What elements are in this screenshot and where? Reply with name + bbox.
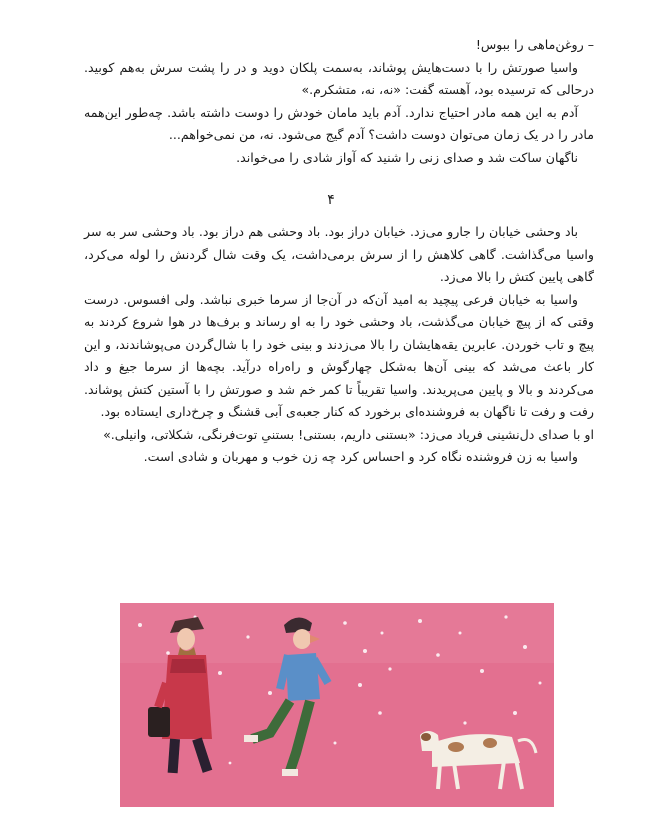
paragraph: باد وحشی خیابان را جارو می‌زد. خیابان دراز بود. باد وحشی هم دراز بود. باد وحشی سر به سر واسیا می‌گذاشت. گاهی کلاهش را از سرش برمی‌داشت، یک وقت شال گردنش را لوله می‌کرد، گاهی پایین کتش را بالا می‌زد. — [84, 224, 594, 284]
paragraph: واسیا به خیابان فرعی پیچید به امید آن‌که در آن‌جا از سرما خبری نباشد. ولی افسوس. درست وقتی که از پیچ خیابان می‌گذشت، باد وحشی خود را به او رساند و برف‌ها در هوا شروع کردند به پیچ و تاب خوردن. عابرین یقه‌هایشان را بالا می‌زدند و بینی خود را با شال‌گردن می‌پوشاندند، و این کار باعث می‌شد که بینی آن‌ها به‌شکل چهارگوش و راه‌راه درآید. بچه‌ها از سرما جیغ و داد می‌کردند و بالا و پایین می‌پریدند. واسیا تقریباً تا کمر خم شد و صورتش را با آستین کتش پوشاند. رفت و رفت تا ناگهان به فروشنده‌ای برخورد که کنار جعبه‌ی آبی قشنگ و چرخ‌داری ایستاده بود. — [84, 291, 594, 419]
paragraph: آدم به این همه مادر احتیاج ندارد. آدم باید مامان خودش را دوست داشته باشد. چه‌طور این‌همه مادر را در یک زمان می‌توان دوست داشت؟ آدم گیج می‌شود. نه، من نمی‌خواهم... — [84, 104, 594, 142]
text-block-top — [84, 34, 594, 169]
text-block-bottom — [84, 221, 594, 469]
paragraph: ناگهان ساکت شد و صدای زنی را شنید که آواز شادی را می‌خواند. — [236, 149, 578, 165]
paragraph: واسیا صورتش را با دست‌هایش پوشاند، به‌سمت پلکان دوید و در را پشت سرش به‌هم کوبید. درحالی که ترسیده بود، آهسته گفت: «نه، نه، متشکرم.» — [84, 59, 594, 97]
paragraph: واسیا به زن فروشنده نگاه کرد و احساس کرد چه زن خوب و مهربان و شادی است. — [143, 449, 578, 464]
illustration — [120, 603, 554, 807]
section-number: ۴ — [327, 192, 335, 208]
paragraph: – روغن‌ماهی را ببوس! — [475, 37, 594, 52]
paragraph: او با صدای دل‌نشینی فریاد می‌زد: «بستنی داریم، بستنی! بستنیِ توت‌فرنگی، شکلاتی، وانیلی.» — [103, 426, 594, 442]
